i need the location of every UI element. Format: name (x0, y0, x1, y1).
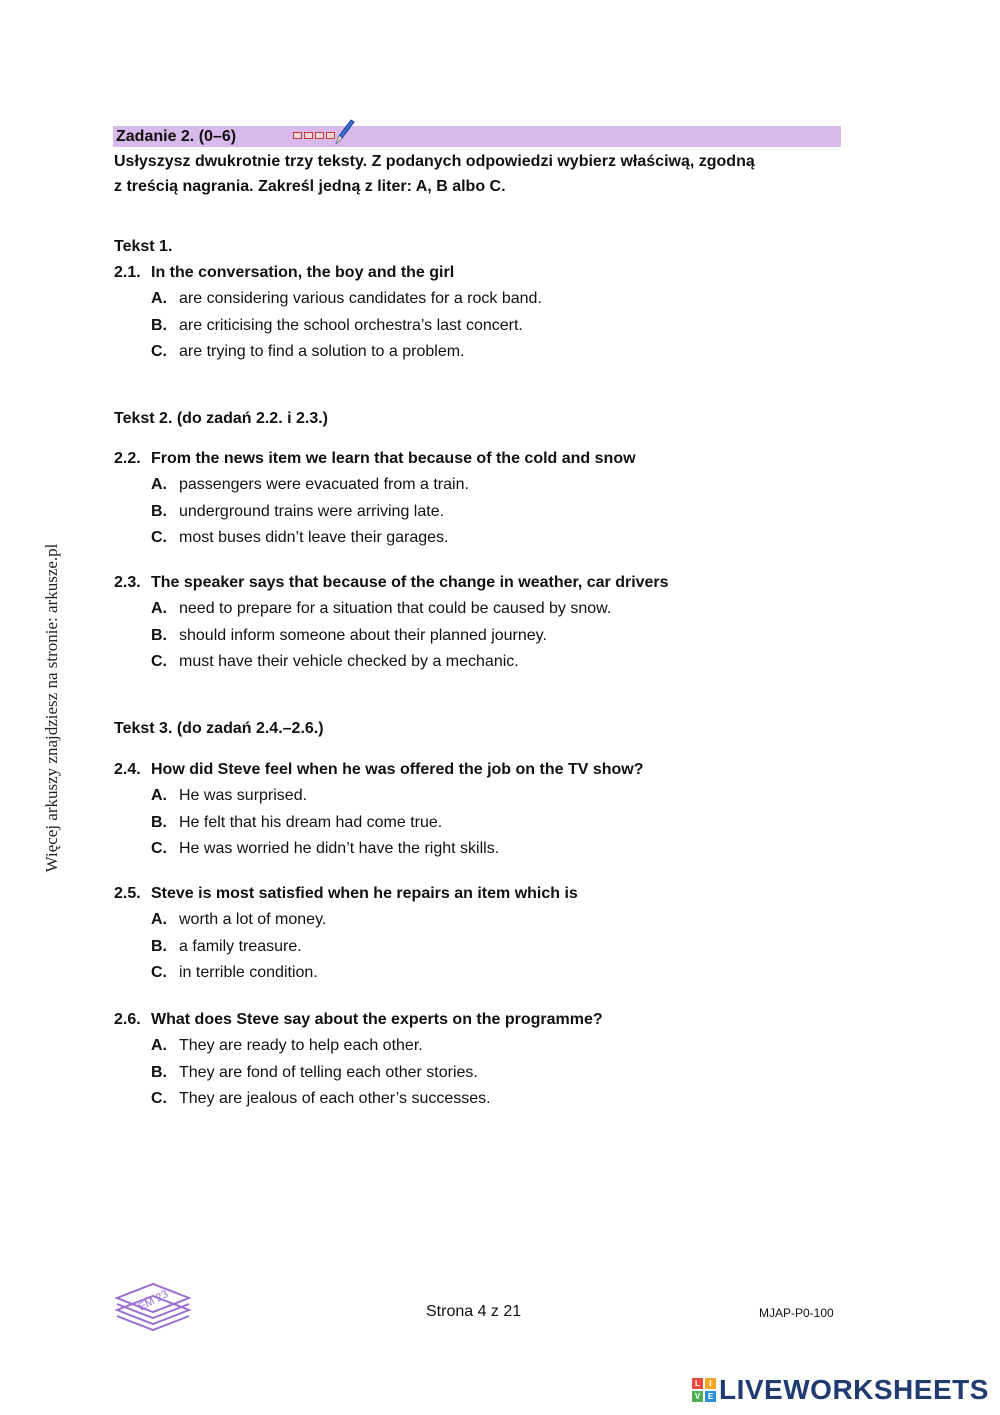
answer-option-c[interactable] (114, 339, 874, 366)
answer-option-c[interactable] (114, 836, 874, 863)
answer-option-b[interactable] (114, 499, 874, 526)
answer-option-c[interactable] (114, 1086, 874, 1113)
option-letter: A. (151, 787, 167, 804)
section-title-text-1: Tekst 1. (114, 238, 173, 255)
option-letter: A. (151, 911, 167, 928)
option-letter: B. (151, 502, 167, 520)
answer-option-a[interactable] (114, 1033, 874, 1060)
question-stem (114, 881, 874, 907)
option-letter: A. (151, 600, 167, 617)
answer-option-c[interactable] (114, 960, 874, 987)
question-stem (114, 446, 874, 472)
logo-tile: L (692, 1378, 703, 1389)
option-text: are criticising the school orchestra’s last concert. (179, 316, 523, 334)
liveworksheets-wordmark: LIVEWORKSHEETS (719, 1374, 989, 1405)
question-stem (114, 757, 874, 783)
question-text: What does Steve say about the experts on the programme? (151, 1011, 603, 1028)
option-text: most buses didn’t leave their garages. (179, 529, 449, 546)
answer-option-a[interactable] (114, 286, 874, 313)
option-text: They are fond of telling each other stories. (179, 1063, 478, 1081)
section-title-text-2: Tekst 2. (do zadań 2.2. i 2.3.) (114, 410, 328, 427)
score-box (304, 132, 313, 139)
side-note-link-text: Więcej arkuszy znajdziesz na stronie: arkusze.pl (42, 543, 61, 873)
question-2-3 (114, 570, 874, 676)
question-number: 2.3. (114, 574, 141, 591)
task-instructions (114, 149, 844, 199)
question-2-6 (114, 1007, 874, 1113)
answer-option-b[interactable] (114, 623, 874, 650)
answer-option-b[interactable] (114, 810, 874, 837)
page-number: Strona 4 z 21 (426, 1303, 522, 1320)
option-letter: A. (151, 1037, 167, 1054)
option-letter: B. (151, 937, 167, 955)
question-text: From the news item we learn that because of the cold and snow (151, 450, 636, 467)
option-letter: B. (151, 316, 167, 334)
option-text: are trying to find a solution to a problem. (179, 343, 465, 360)
exam-logo-icon (113, 1274, 193, 1332)
option-letter: C. (151, 964, 167, 981)
instructions-line: z treścią nagrania. Zakreśl jedną z liter: A, B albo C. (114, 178, 506, 195)
option-letter: B. (151, 626, 167, 644)
logo-tile: E (705, 1391, 716, 1402)
question-stem (114, 260, 874, 286)
question-number: 2.4. (114, 761, 141, 778)
document-code: MJAP-P0-100 (759, 1306, 834, 1320)
logo-tile: I (705, 1378, 716, 1389)
question-number: 2.1. (114, 264, 141, 281)
option-text: in terrible condition. (179, 964, 318, 981)
question-number: 2.5. (114, 885, 141, 902)
question-2-5 (114, 881, 874, 987)
option-letter: A. (151, 290, 167, 307)
answer-option-a[interactable] (114, 472, 874, 499)
answer-option-b[interactable] (114, 934, 874, 961)
option-letter: B. (151, 813, 167, 831)
pen-icon (333, 118, 355, 146)
question-number: 2.6. (114, 1011, 141, 1028)
question-text: In the conversation, the boy and the girl (151, 264, 455, 281)
question-text: Steve is most satisfied when he repairs an item which is (151, 885, 578, 902)
answer-option-b[interactable] (114, 1060, 874, 1087)
question-number: 2.2. (114, 450, 141, 467)
option-text: They are jealous of each other’s successes. (179, 1090, 491, 1107)
score-box (293, 132, 302, 139)
option-letter: B. (151, 1063, 167, 1081)
question-2-2 (114, 446, 874, 552)
answer-option-a[interactable] (114, 783, 874, 810)
liveworksheets-brand[interactable] (692, 1374, 989, 1406)
option-text: a family treasure. (179, 937, 302, 955)
score-boxes (293, 132, 335, 139)
option-text: are considering various candidates for a rock band. (179, 290, 542, 307)
answer-option-c[interactable] (114, 525, 874, 552)
question-stem (114, 1007, 874, 1033)
option-letter: C. (151, 1090, 167, 1107)
option-text: must have their vehicle checked by a mechanic. (179, 653, 519, 670)
answer-option-b[interactable] (114, 313, 874, 340)
exam-logo-text: EM 23 (136, 1288, 171, 1314)
question-2-4 (114, 757, 874, 863)
option-text: underground trains were arriving late. (179, 502, 445, 520)
task-header-band (113, 126, 841, 147)
logo-tile: V (692, 1391, 703, 1402)
option-letter: A. (151, 476, 167, 493)
task-title: Zadanie 2. (0–6) (116, 128, 237, 145)
option-text: He felt that his dream had come true. (179, 813, 443, 831)
option-text: They are ready to help each other. (179, 1037, 423, 1054)
question-text: How did Steve feel when he was offered the job on the TV show? (151, 761, 644, 778)
option-text: He was worried he didn’t have the right skills. (179, 840, 500, 857)
option-text: should inform someone about their planned journey. (179, 626, 547, 644)
instructions-line: Usłyszysz dwukrotnie trzy teksty. Z podanych odpowiedzi wybierz właściwą, zgodną (114, 153, 755, 170)
option-letter: C. (151, 529, 167, 546)
answer-option-c[interactable] (114, 649, 874, 676)
option-text: He was surprised. (179, 787, 308, 804)
option-text: passengers were evacuated from a train. (179, 476, 469, 493)
answer-option-a[interactable] (114, 596, 874, 623)
option-letter: C. (151, 653, 167, 670)
option-text: need to prepare for a situation that could be caused by snow. (179, 600, 612, 617)
question-text: The speaker says that because of the change in weather, car drivers (151, 574, 669, 591)
score-box (315, 132, 324, 139)
option-letter: C. (151, 840, 167, 857)
liveworksheets-logo-icon (692, 1378, 716, 1402)
answer-option-a[interactable] (114, 907, 874, 934)
option-text: worth a lot of money. (179, 911, 327, 928)
question-2-1 (114, 260, 874, 366)
section-title-text-3: Tekst 3. (do zadań 2.4.–2.6.) (114, 720, 324, 737)
question-stem (114, 570, 874, 596)
option-letter: C. (151, 343, 167, 360)
